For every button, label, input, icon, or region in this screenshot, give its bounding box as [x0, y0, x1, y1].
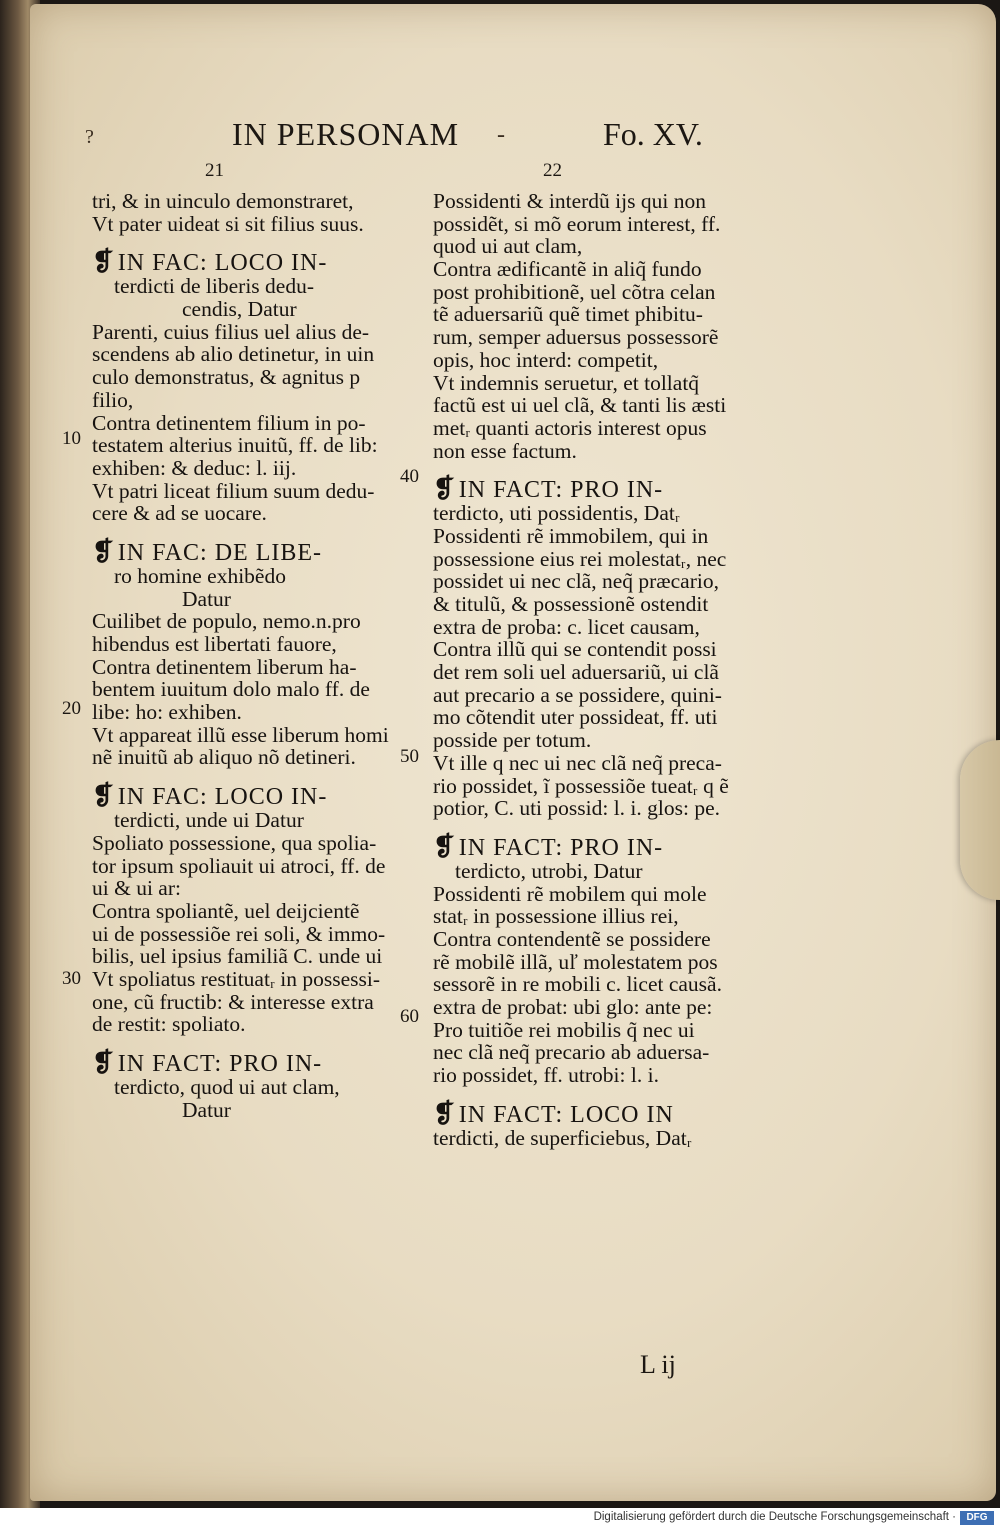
section-heading	[92, 1048, 402, 1077]
heading-text: IN FAC: DE LIBE-	[117, 539, 322, 566]
text-line: Cuilibet de populo, nemo.n.pro	[92, 609, 361, 634]
text-line: metᵣ quanti actoris interest opus	[433, 415, 707, 440]
text-line: Vt ille q nec ui nec clã neq̃ preca-	[433, 750, 722, 775]
pilcrow-icon: ❡	[433, 831, 456, 861]
text-line: rum, semper aduersus possessorẽ	[433, 325, 719, 350]
text-line: non esse factum.	[433, 438, 577, 463]
text-line: one, cũ fructib: & interesse extra	[92, 989, 374, 1014]
section-heading	[433, 474, 738, 504]
text-line: terdicto, utrobi, Datur	[455, 858, 643, 883]
text-line: Contra spoliantẽ, uel deijcientẽ	[92, 898, 360, 923]
text-line: Possidenti rẽ mobilem qui mole	[433, 881, 707, 906]
heading-text: IN FAC: LOCO IN-	[117, 784, 328, 811]
text-line: terdicti de liberis dedu-	[114, 274, 314, 299]
text-line: extra de probat: ubi glo: ante pe:	[433, 995, 713, 1019]
text-line: terdicto, quod ui aut clam,	[114, 1075, 340, 1099]
margin-line-number: 30	[62, 968, 81, 989]
text-line: mo cõtendit uter possideat, ff. uti	[433, 705, 718, 730]
text-line: posside per totum.	[433, 728, 592, 753]
signature-mark: L ij	[640, 1350, 676, 1379]
left-text-column	[92, 190, 402, 1121]
section-gap	[92, 769, 402, 785]
section-heading	[433, 831, 738, 861]
folio-number: Fo. XV.	[603, 116, 703, 152]
text-line: statᵣ in possessione illius rei,	[433, 904, 679, 929]
text-line: Contra detinentem filium in po-	[92, 410, 366, 435]
section-heading	[92, 247, 402, 277]
pilcrow-icon: ❡	[92, 536, 115, 566]
heading-text: IN FACT: PRO IN-	[117, 1051, 323, 1077]
section-gap	[433, 462, 738, 478]
text-line: nec clã neq̃ precario ab aduersa-	[433, 1040, 710, 1065]
text-line: Vt appareat illũ esse liberum homi	[92, 722, 389, 747]
margin-line-number: 60	[400, 1006, 419, 1027]
text-line: rio possidet, ĩ possessiõe tueatᵣ q ẽ	[433, 773, 729, 798]
heading-text: IN FACT: PRO IN-	[458, 834, 664, 861]
text-line: de restit: spoliato.	[92, 1012, 246, 1037]
heading-text: IN FAC: LOCO IN-	[117, 250, 328, 277]
text-line: Spoliato possessione, qua spolia-	[92, 830, 377, 855]
section-gap	[433, 820, 738, 836]
pilcrow-icon: ❡	[92, 247, 115, 277]
page-edge-fold	[960, 740, 1000, 900]
margin-line-number: 10	[62, 428, 81, 449]
text-line: terdicti, de superficiebus, Datᵣ	[433, 1125, 692, 1150]
text-line: bentem iuuitum dolo malo ff. de	[92, 677, 370, 702]
text-line: testatem alterius inuitũ, ff. de lib:	[92, 433, 378, 458]
text-line: hibendus est libertati fauore,	[92, 632, 337, 656]
text-line: cere & ad se uocare.	[92, 501, 267, 526]
text-line: Datur	[182, 586, 231, 611]
text-line: ro homine exhibẽdo	[114, 563, 286, 588]
right-text-column	[433, 190, 738, 1149]
section-gap	[433, 1087, 738, 1103]
dfg-logo: DFG	[960, 1511, 994, 1525]
text-line: Vt pater uideat si sit filius suus.	[92, 211, 364, 236]
section-heading	[92, 536, 402, 566]
text-line: scendens ab alio detinetur, in uin	[92, 342, 375, 367]
margin-line-number: 50	[400, 746, 419, 767]
pilcrow-icon: ❡	[92, 781, 115, 811]
text-line: tẽ aduersariũ quẽ timet phibitu-	[433, 302, 703, 327]
text-line: Parenti, cuius filius uel alius de-	[92, 319, 370, 344]
text-line: factũ est ui uel clã, & tanti lis æsti	[433, 393, 727, 418]
margin-line-number: 40	[400, 466, 419, 487]
text-line: det rem soli uel aduersariũ, ui clã	[433, 660, 719, 685]
header-dash: -	[497, 122, 505, 148]
text-line: ui & ui ar:	[92, 876, 181, 901]
text-line: possidet ui nec clã, neq̃ præcario,	[433, 569, 719, 594]
text-line: cendis, Datur	[182, 297, 297, 322]
text-line: possessione eius rei molestatᵣ, nec	[433, 546, 727, 571]
text-line: Contra illũ qui se contendit possi	[433, 637, 717, 662]
text-line: possidẽt, si mõ eorum interest, ff.	[433, 211, 721, 236]
text-line: extra de proba: c. licet causam,	[433, 614, 700, 639]
text-line: opis, hoc interd: competit,	[433, 347, 659, 372]
column-number-right: 22	[543, 160, 562, 181]
heading-text: IN FACT: LOCO IN	[458, 1101, 674, 1128]
section-heading	[433, 1098, 738, 1128]
text-line: terdicto, uti possidentis, Datᵣ	[433, 501, 680, 526]
text-line: potior, C. uti possid: l. i. glos: pe.	[433, 796, 721, 821]
section-gap	[92, 1036, 402, 1052]
text-line: aut precario a se possidere, quini-	[433, 682, 722, 707]
text-line: Pro tuitiõe rei mobilis q̃ nec ui	[433, 1017, 695, 1042]
margin-line-number: 20	[62, 698, 81, 719]
text-line: Possidenti rẽ immobilem, qui in	[433, 523, 709, 548]
text-line: tri, & in uinculo demonstraret,	[92, 189, 354, 213]
running-title: IN PERSONAM	[232, 116, 460, 152]
text-line: Vt indemnis seruetur, et tollatq̃	[433, 370, 700, 395]
text-line: filio,	[92, 387, 134, 412]
header-mark: ?	[85, 126, 94, 148]
text-line: rio possidet, ff. utrobi: l. i.	[433, 1063, 659, 1088]
text-line: culo demonstratus, & agnitus p	[92, 365, 361, 390]
text-line: Vt patri liceat filium suum dedu-	[92, 478, 375, 503]
pilcrow-icon: ❡	[433, 1098, 456, 1128]
section-gap	[92, 525, 402, 541]
text-line: libe: ho: exhiben.	[92, 700, 242, 725]
text-line: post prohibitionẽ, uel cõtra celan	[433, 279, 716, 304]
pilcrow-icon: ❡	[92, 1048, 115, 1077]
pilcrow-icon: ❡	[433, 474, 456, 504]
text-line: sessorẽ in re mobili c. licet causã.	[433, 972, 722, 997]
text-line: terdicti, unde ui Datur	[114, 808, 304, 833]
text-line: Datur	[182, 1097, 231, 1122]
heading-text: IN FACT: PRO IN-	[458, 477, 664, 504]
text-line: & titulũ, & possessionẽ ostendit	[433, 592, 709, 616]
section-gap	[92, 235, 402, 251]
funding-credit: Digitalisierung gefördert durch die Deutsche Forschungsgemeinschaft ·	[593, 1511, 956, 1523]
footer-bar	[0, 1508, 1000, 1528]
text-line: rẽ mobilẽ illã, uľ molestatem pos	[433, 949, 718, 974]
text-line: Vt spoliatus restituatᵣ in possessi-	[92, 966, 381, 991]
text-line: bilis, uel ipsius familiã C. unde ui	[92, 944, 383, 969]
text-line: ui de possessiõe rei soli, & immo-	[92, 921, 386, 946]
text-line: exhiben: & deduc: l. iij.	[92, 455, 297, 480]
text-line: nẽ inuitũ ab aliquo nõ detineri.	[92, 745, 356, 770]
section-heading	[92, 781, 402, 811]
column-number-left: 21	[205, 160, 224, 181]
text-line: Contra contendentẽ se possidere	[433, 926, 711, 951]
text-line: quod ui aut clam,	[433, 234, 583, 259]
text-line: Contra ædificantẽ in aliq̃ fundo	[433, 257, 702, 282]
text-line: Contra detinentem liberum ha-	[92, 654, 357, 679]
text-line: Possidenti & interdũ ijs qui non	[433, 189, 706, 213]
text-line: tor ipsum spoliauit ui atroci, ff. de	[92, 853, 386, 878]
